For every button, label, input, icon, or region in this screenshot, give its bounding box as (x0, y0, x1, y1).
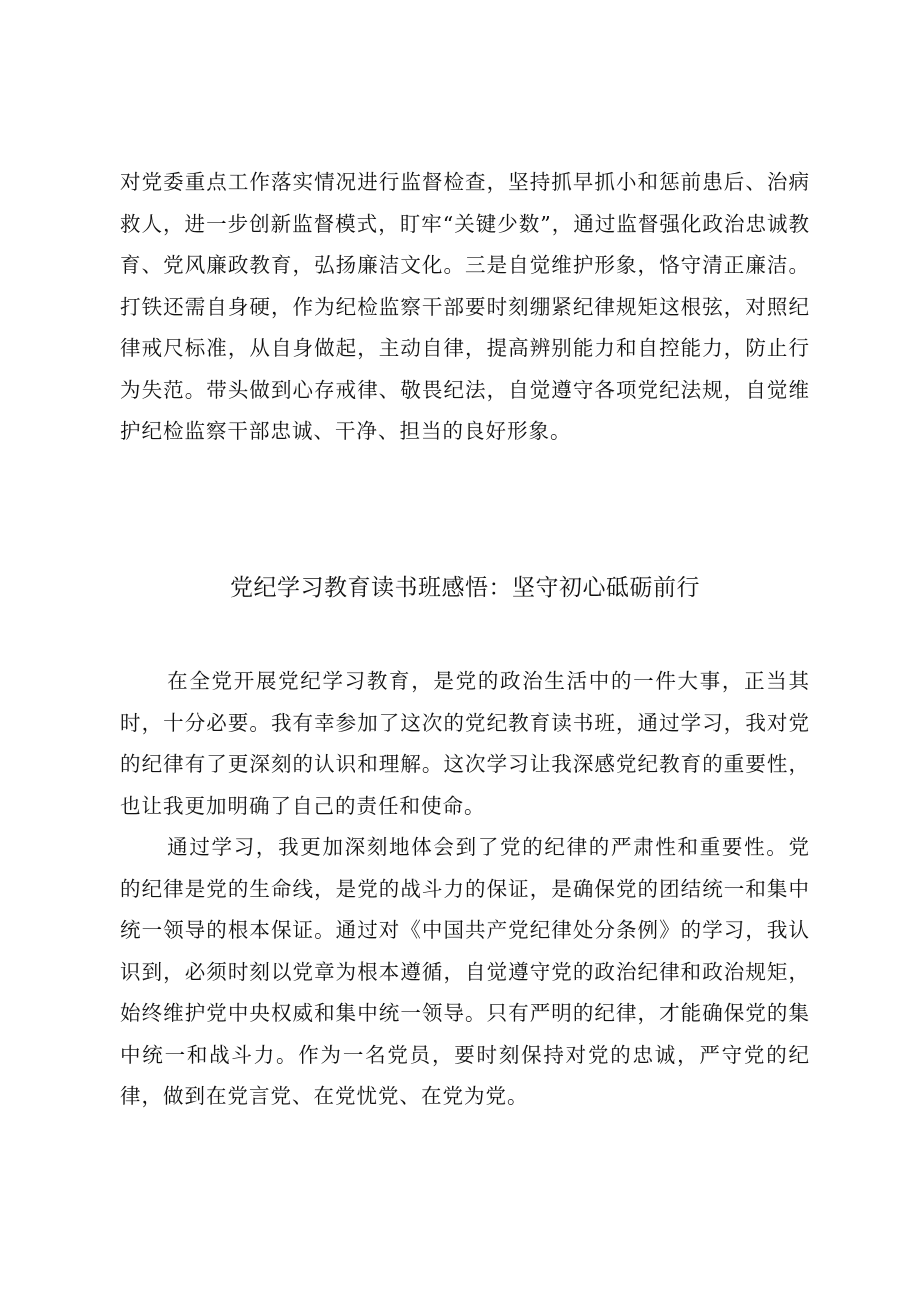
section-body (120, 661, 810, 1118)
body-paragraph-2: 通过学习，我更加深刻地体会到了党的纪律的严肃性和重要性。党的纪律是党的生命线，是党的战斗力的保证，是确保党的团结统一和集中统一领导的根本保证。通过对《中国共产党纪律处分条例》的学习，我认识到，必须时刻以党章为根本遵循，自觉遵守党的政治纪律和政治规矩，始终维护党中央权威和集中统一领导。只有严明的纪律，才能确保党的集中统一和战斗力。作为一名党员，要时刻保持对党的忠诚，严守党的纪律，做到在党言党、在党忧党、在党为党。 (120, 835, 810, 1108)
section-title: 党纪学习教育读书班感悟：坚守初心砥砺前行 (230, 575, 700, 601)
continuation-paragraph: 对党委重点工作落实情况进行监督检查，坚持抓早抓小和惩前患后、治病救人，进一步创新监督模式，盯牢“关键少数”，通过监督强化政治忠诚教育、党风廉政教育，弘扬廉洁文化。三是自觉维护形象，恪守清正廉洁。打铁还需自身硬，作为纪检监察干部要时刻绷紧纪律规矩这根弦，对照纪律戒尺标准，从自身做起，主动自律，提高辨别能力和自控能力，防止行为失范。带头做到心存戒律、敬畏纪法，自觉遵守各项党纪法规，自觉维护纪检监察干部忠诚、干净、担当的良好形象。 (120, 170, 810, 443)
continuation-text (120, 162, 810, 453)
body-paragraph-1: 在全党开展党纪学习教育，是党的政治生活中的一件大事，正当其时，十分必要。我有幸参加了这次的党纪教育读书班，通过学习，我对党的纪律有了更深刻的认识和理解。这次学习让我深感党纪教育的重要性，也让我更加明确了自己的责任和使命。 (120, 669, 810, 818)
